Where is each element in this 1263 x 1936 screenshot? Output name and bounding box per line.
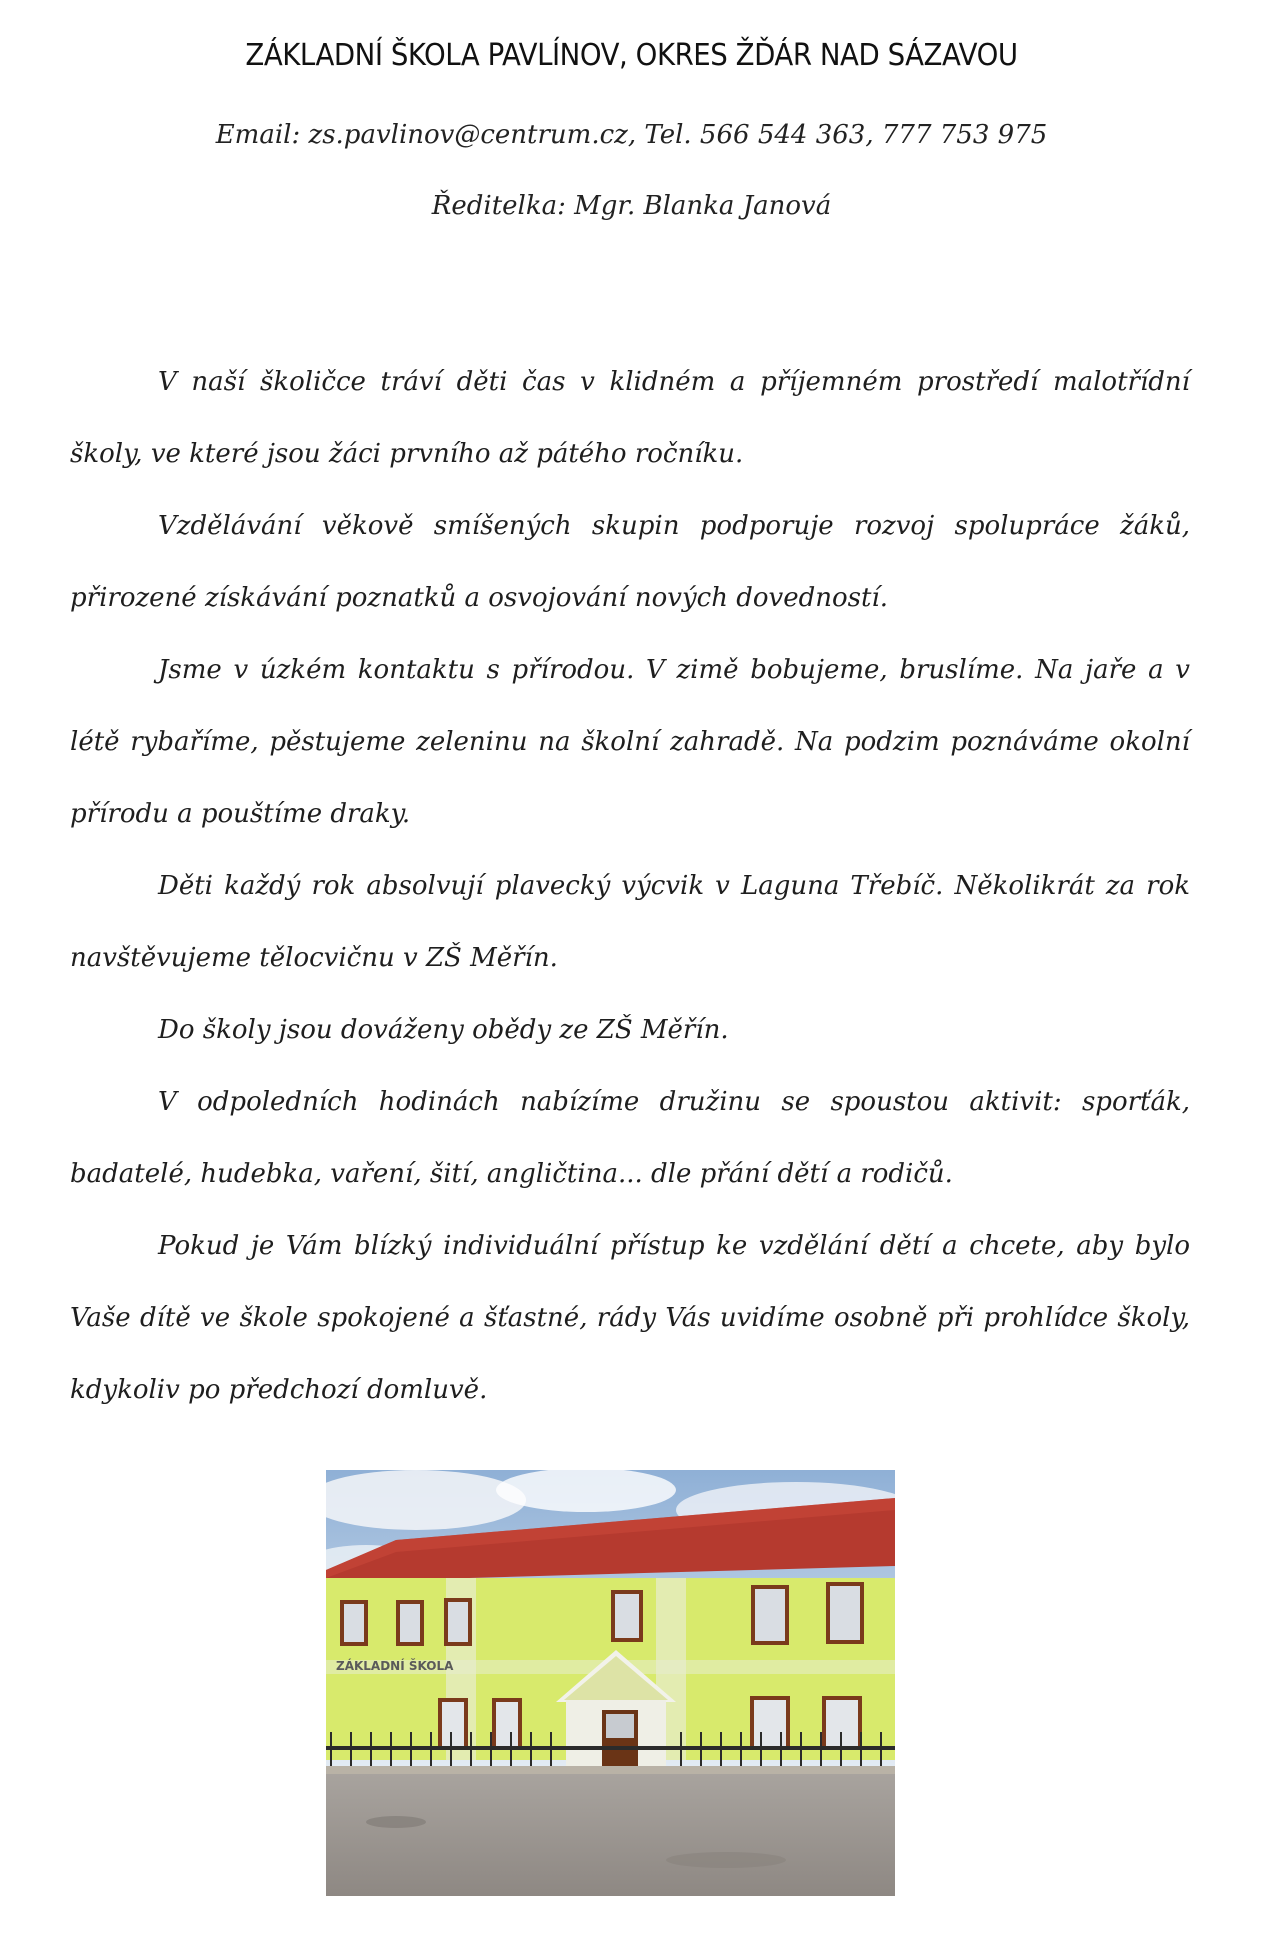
paragraph: Děti každý rok absolvují plavecký výcvik v Laguna Třebíč. Několikrát za rok navštěvujeme tělocvičnu v ZŠ Měřín.: [70, 871, 1190, 973]
paragraph: Pokud je Vám blízký individuální přístup ke vzdělání dětí a chcete, aby bylo Vaše dítě ve škole spokojené a šťastné, rády Vás uvidíme osobně při prohlídce školy, kdykoliv po předchozí domluvě.: [70, 1231, 1190, 1405]
school-title: ZÁKLADNÍ ŠKOLA PAVLÍNOV, OKRES ŽĎÁR NAD SÁZAVOU: [245, 38, 1018, 73]
director-line: Ředitelka: Mgr. Blanka Janová: [431, 191, 832, 221]
building-sign: ZÁKLADNÍ ŠKOLA: [336, 1659, 454, 1673]
paragraph: V naší školičce tráví děti čas v klidném a příjemném prostředí malotřídní školy, ve které jsou žáci prvního až pátého ročníku.: [70, 367, 1190, 469]
paragraph: V odpoledních hodinách nabízíme družinu se spoustou aktivit: sporťák, badatelé, hudebka, vaření, šití, angličtina... dle přání dětí a rodičů.: [70, 1087, 1190, 1189]
paragraph: Vzdělávání věkově smíšených skupin podporuje rozvoj spolupráce žáků, přirozené získávání poznatků a osvojování nových dovedností.: [70, 511, 1190, 613]
road: [326, 1774, 895, 1896]
paragraph: Jsme v úzkém kontaktu s přírodou. V zimě bobujeme, bruslíme. Na jaře a v létě rybaříme, pěstujeme zeleninu na školní zahradě. Na podzim poznáváme okolní přírodu a pouštíme draky.: [70, 655, 1190, 829]
contact-line: Email: zs.pavlinov@centrum.cz, Tel. 566 544 363, 777 753 975: [215, 120, 1048, 150]
paragraph: Do školy jsou dováženy obědy ze ZŠ Měřín.: [158, 1015, 729, 1045]
school-building-photo: [326, 1470, 895, 1896]
body-text: [70, 346, 1190, 1426]
